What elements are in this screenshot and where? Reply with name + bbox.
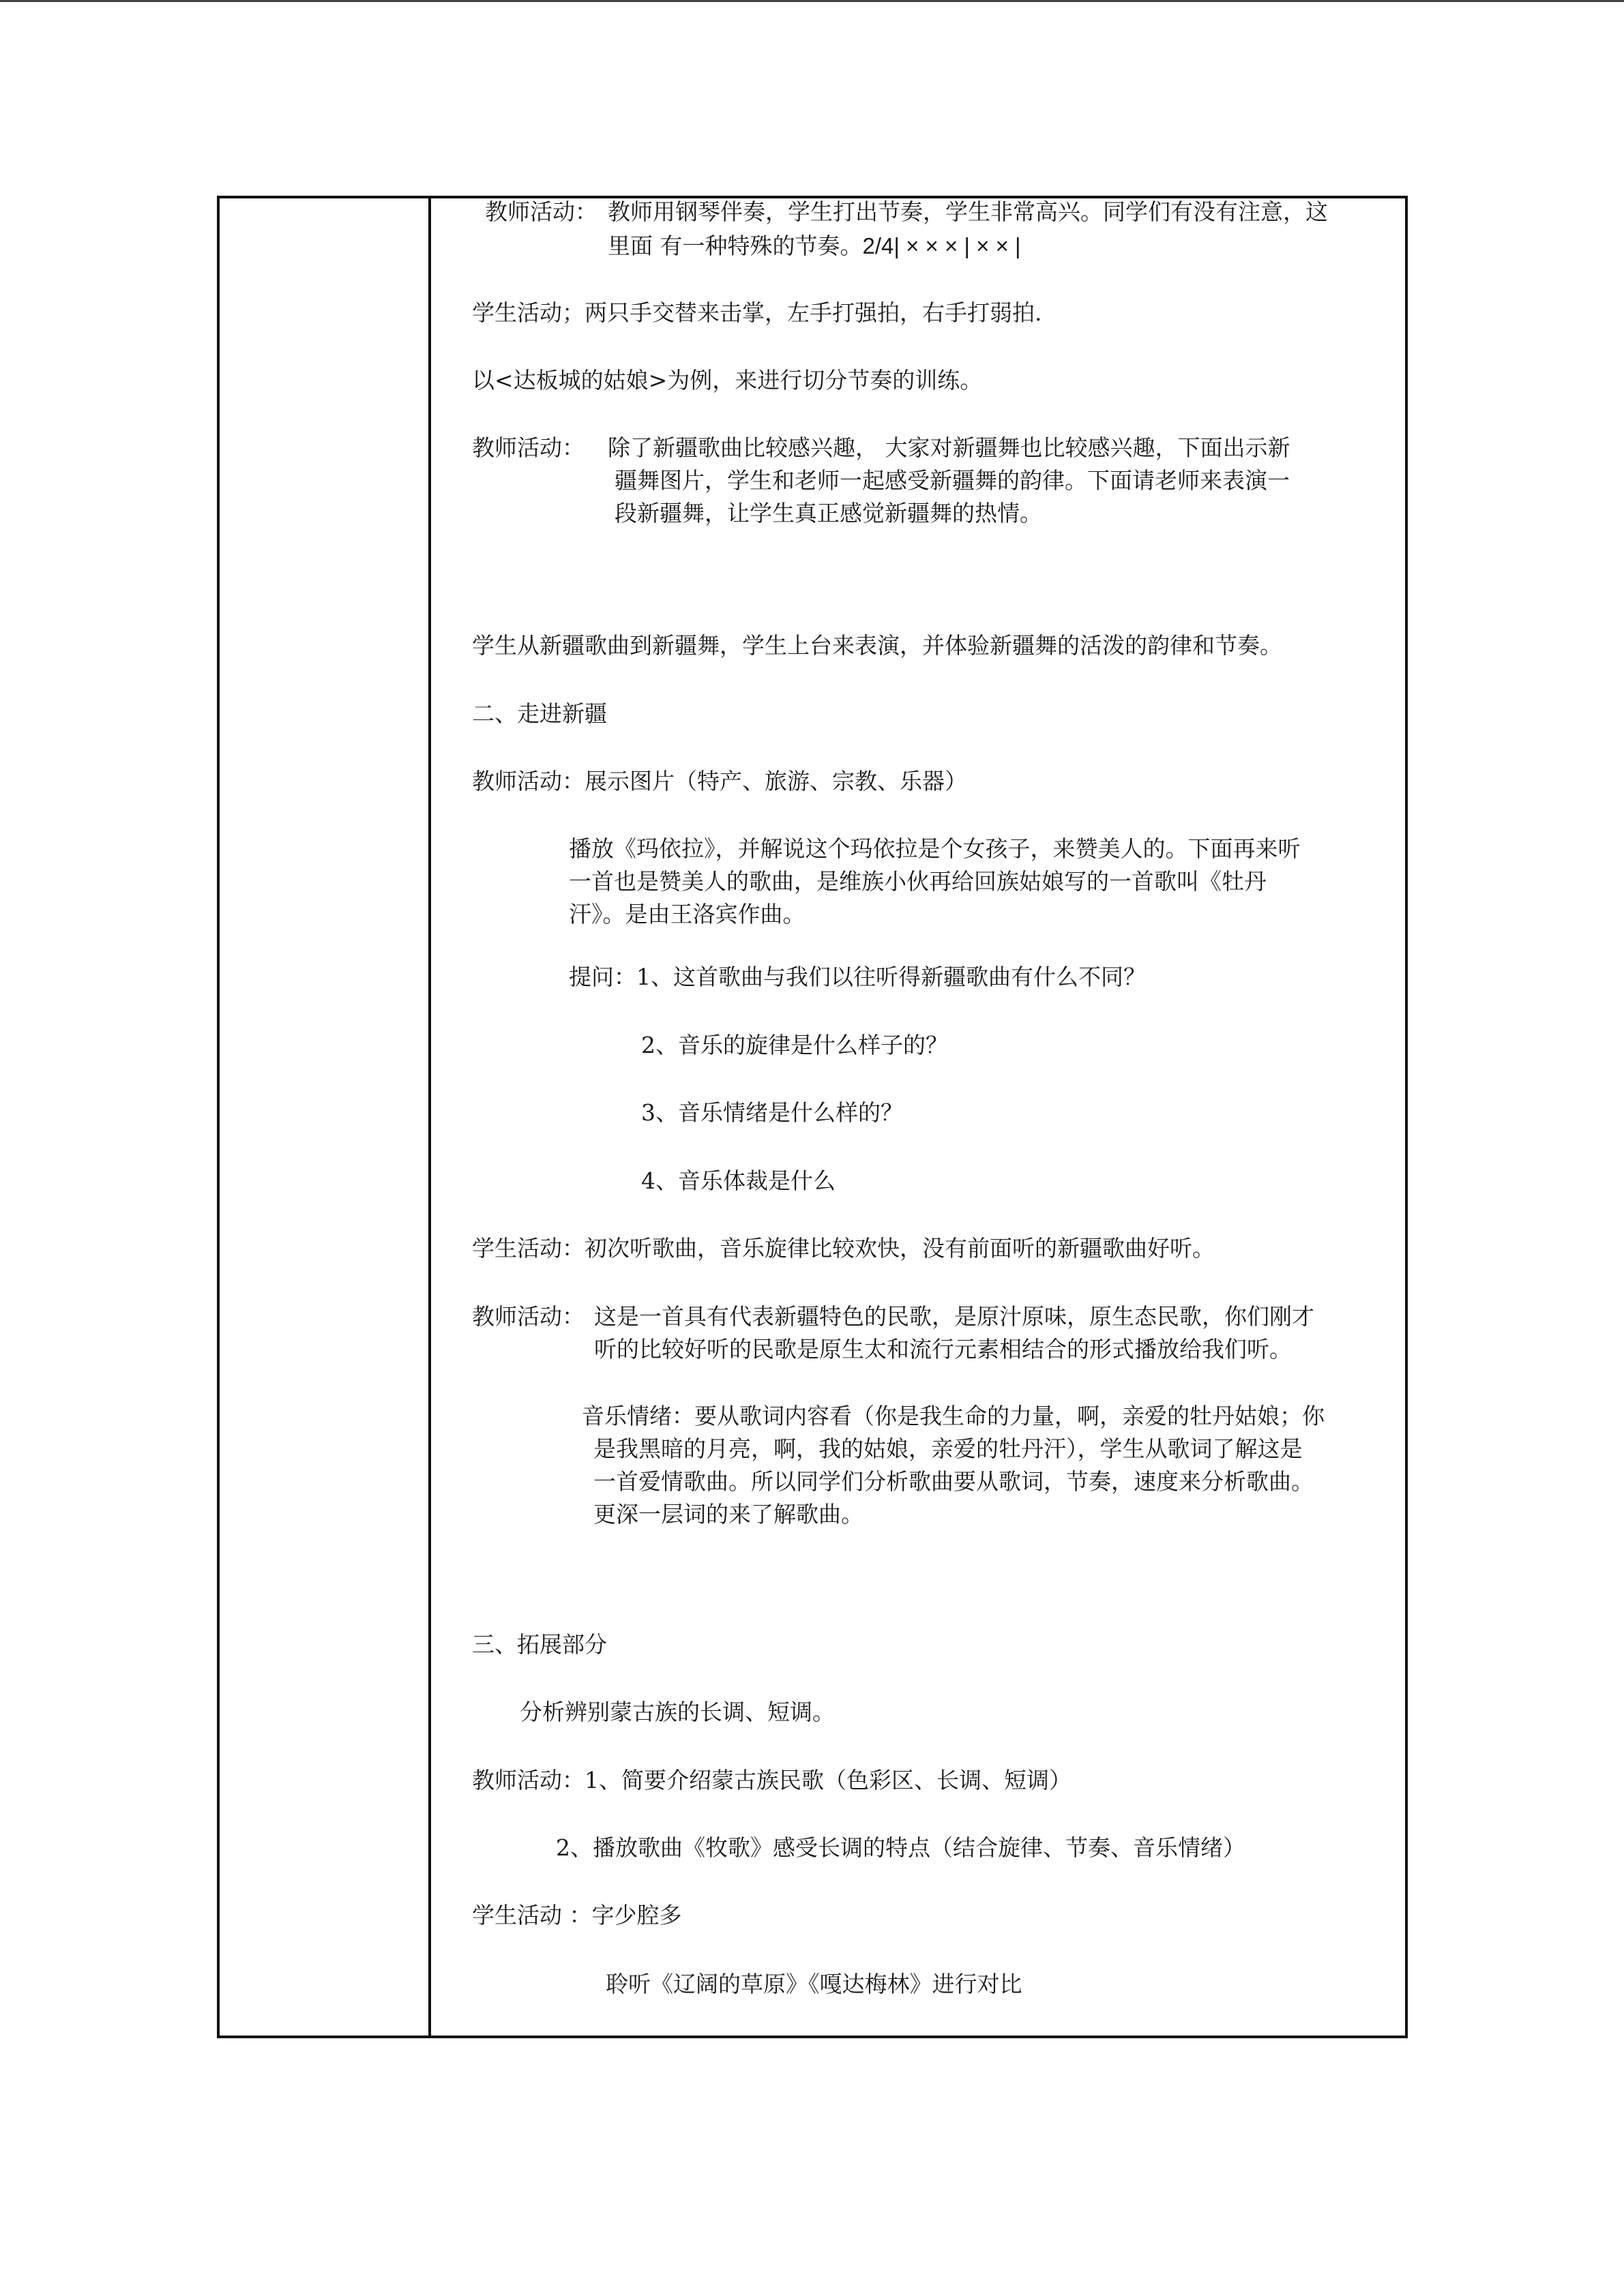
paragraph-line: 一首爱情歌曲。所以同学们分析歌曲要从歌词，节奏，速度来分析歌曲。 (593, 1468, 1314, 1495)
paragraph-line: 音乐情绪：要从歌词内容看（你是我生命的力量，啊，亲爱的牡丹姑娘；你 (582, 1403, 1325, 1429)
paragraph-line: 疆舞图片，学生和老师一起感受新疆舞的韵律。下面请老师来表演一 (615, 467, 1290, 494)
table-column-divider (428, 196, 431, 2038)
student-activity-paragraph: 学生活动 ：字少腔多 (472, 1902, 682, 1928)
paragraph-line: 教师用钢琴伴奏，学生打出节奏，学生非常高兴。同学们有没有注意，这 (608, 198, 1328, 225)
paragraph-line: 除了新疆歌曲比较感兴趣， 大家对新疆舞也比较感兴趣，下面出示新 (608, 434, 1290, 461)
table-left-cell (220, 198, 428, 2036)
paragraph-line: 一首也是赞美人的歌曲，是维族小伙再给回族姑娘写的一首歌叫《牡丹 (569, 868, 1267, 895)
paragraph-line (608, 229, 1021, 263)
section-heading: 三、拓展部分 (472, 1631, 607, 1658)
teacher-activity-label: 教师活动： (485, 198, 597, 225)
question-item: 4、音乐体裁是什么 (641, 1167, 836, 1194)
question-item: 3、音乐情绪是什么样的？ (641, 1099, 903, 1126)
paragraph-line: 这是一首具有代表新疆特色的民歌，是原汁原味，原生态民歌，你们刚才 (594, 1303, 1314, 1330)
teacher-activity-label: 教师活动： (472, 1303, 585, 1330)
paragraph-line: 汗》。是由王洛宾作曲。 (569, 901, 806, 927)
question-item: 2、音乐的旋律是什么样子的？ (641, 1032, 948, 1058)
page-top-edge (0, 0, 1624, 2)
question-item: 提问：1、这首歌曲与我们以往听得新疆歌曲有什么不同？ (569, 964, 1146, 990)
student-activity-paragraph: 学生活动；两只手交替来击掌，左手打强拍，右手打弱拍. (472, 299, 1042, 326)
paragraph-line: 播放《玛依拉》，并解说这个玛依拉是个女孩子，来赞美人的。下面再来听 (569, 835, 1301, 862)
paragraph: 分析辨别蒙古族的长调、短调。 (520, 1699, 835, 1725)
rhythm-notation: 2/4| × × × | × × | (862, 233, 1021, 258)
paragraph-line: 听的比较好听的民歌是原生太和流行元素相结合的形式播放给我们听。 (594, 1336, 1292, 1362)
paragraph: 聆听《辽阔的草原》《嘎达梅林》进行对比 (606, 1971, 1022, 1997)
section-heading: 二、走进新疆 (472, 700, 607, 727)
paragraph-line: 段新疆舞，让学生真正感觉新疆舞的热情。 (615, 500, 1042, 526)
paragraph: 以<达板城的姑娘>为例，来进行切分节奏的训练。 (472, 367, 983, 393)
student-activity-paragraph: 学生活动：初次听歌曲，音乐旋律比较欢快，没有前面听的新疆歌曲好听。 (472, 1235, 1215, 1262)
teacher-activity-label: 教师活动： (472, 434, 585, 461)
paragraph: 2、播放歌曲《牧歌》感受长调的特点（结合旋律、节奏、音乐情绪） (556, 1834, 1245, 1861)
teacher-activity-paragraph: 教师活动：1、简要介绍蒙古族民歌（色彩区、长调、短调） (472, 1767, 1072, 1793)
paragraph-text: 里面 有一种特殊的节奏。 (608, 233, 863, 259)
paragraph-line: 是我黑暗的月亮，啊，我的姑娘，亲爱的牡丹汗），学生从歌词了解这是 (593, 1435, 1303, 1462)
teacher-activity-paragraph: 教师活动：展示图片（特产、旅游、宗教、乐器） (472, 768, 967, 794)
paragraph-line: 更深一层词的来了解歌曲。 (593, 1501, 863, 1527)
paragraph: 学生从新疆歌曲到新疆舞，学生上台来表演，并体验新疆舞的活泼的韵律和节奏。 (472, 632, 1282, 659)
